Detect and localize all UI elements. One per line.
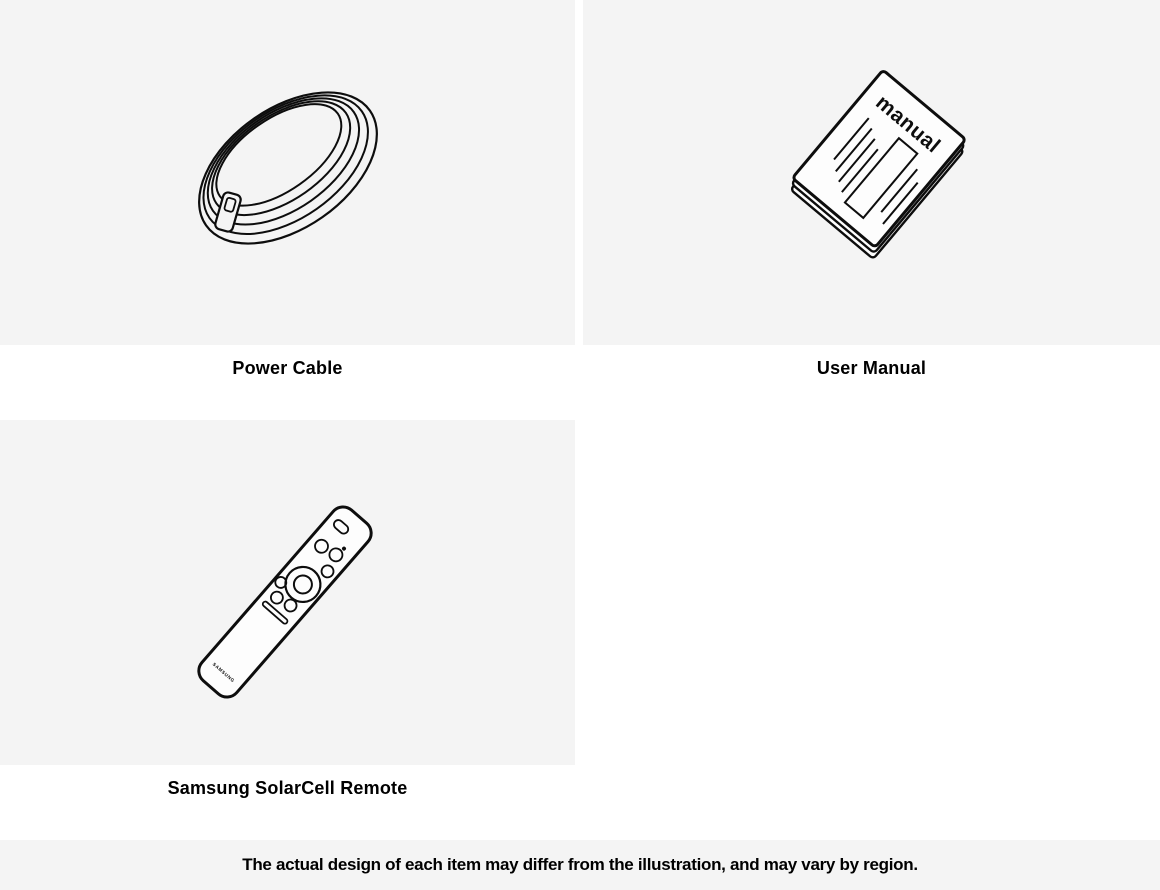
empty-label-cell [583, 765, 1160, 840]
user-manual-panel [583, 0, 1160, 345]
labels-row-1 [0, 345, 1160, 420]
panels-row-2 [0, 420, 1160, 765]
footnote-text: The actual design of each item may differ from the illustration, and may vary by region. [242, 855, 918, 874]
manual-cover-title: manual [871, 90, 945, 158]
remote-brand-text: SAMSUNG [211, 661, 236, 684]
power-cable-panel [0, 0, 575, 345]
power-cable-illustration [0, 0, 575, 345]
solarcell-remote-panel [0, 420, 575, 765]
power-cable-label: Power Cable [232, 358, 343, 378]
solarcell-remote-label: Samsung SolarCell Remote [167, 778, 408, 798]
user-manual-label: User Manual [816, 358, 927, 378]
solarcell-remote-illustration [0, 420, 575, 765]
empty-cell [583, 420, 1160, 765]
footnote-strip [0, 840, 1160, 890]
manual-cover [792, 70, 965, 247]
labels-row-2 [0, 765, 1160, 840]
user-manual-illustration [583, 0, 1160, 345]
cable-plug [214, 191, 242, 232]
panels-row-1 [0, 0, 1160, 345]
